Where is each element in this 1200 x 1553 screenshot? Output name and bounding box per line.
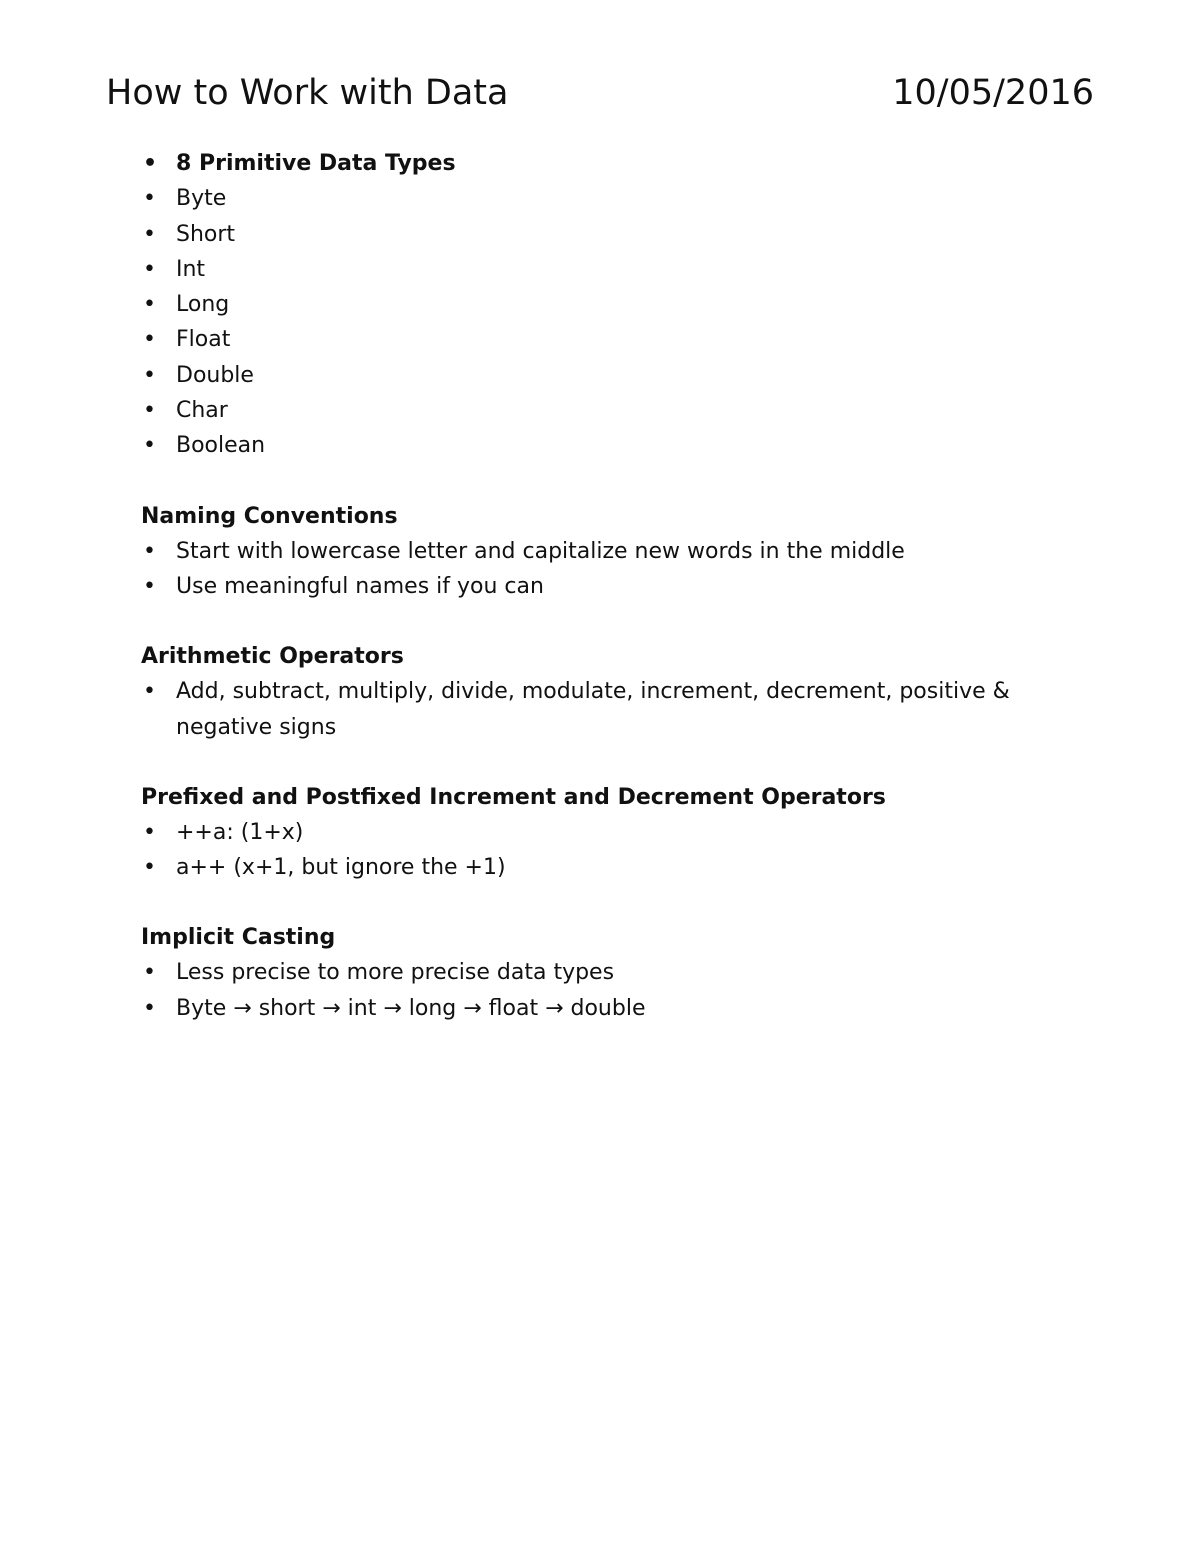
bullet-icon: • [143,538,156,564]
section-naming-conventions [141,499,1061,605]
primitive-types-heading: 8 Primitive Data Types [176,151,456,176]
list-item [141,181,1061,216]
bullet-icon: • [143,186,156,212]
list-item-text: a++ (x+1, but ignore the +1) [176,855,506,881]
list-item [141,815,1061,850]
list-item-text: Byte [176,186,227,212]
list-item [141,393,1061,428]
bullet-icon: • [143,819,156,845]
list-item-text: Less precise to more precise data types [176,960,615,986]
document-title: How to Work with Data [106,73,509,113]
list-item [141,674,1061,745]
document-date: 10/05/2016 [892,73,1094,113]
list-item [141,955,1061,990]
implicit-casting-heading: Implicit Casting [141,925,336,951]
list-item-text: ++a: (1+x) [176,819,304,845]
bullet-icon: • [143,573,156,599]
list-item [141,146,1061,181]
list-item-text: Short [176,221,236,247]
list-item-text: Add, subtract, multiply, divide, modulate, increment, decrement, positive & negative signs [176,679,1010,740]
list-item [141,287,1061,322]
list-item [141,569,1061,604]
arithmetic-operators-list [141,674,1061,745]
section-increment-operators [141,780,1061,886]
bullet-icon: • [143,327,156,353]
notes-content [141,146,1061,1026]
bullet-icon: • [143,151,158,176]
arithmetic-operators-heading: Arithmetic Operators [141,644,404,670]
list-item-text: Byte → short → int → long → float → double [176,995,646,1021]
list-item-text: Double [176,362,254,388]
list-item-text: Boolean [176,433,266,459]
list-item [141,991,1061,1026]
bullet-icon: • [143,433,156,459]
bullet-icon: • [143,855,156,881]
list-item-text: Int [176,256,206,282]
list-item [141,322,1061,357]
bullet-icon: • [143,995,156,1021]
bullet-icon: • [143,292,156,318]
increment-operators-list [141,815,1061,886]
bullet-icon: • [143,960,156,986]
bullet-icon: • [143,362,156,388]
bullet-icon: • [143,679,156,705]
list-item [141,217,1061,252]
list-item-text: Float [176,327,231,353]
list-item-text: Use meaningful names if you can [176,573,544,599]
list-item [141,358,1061,393]
section-arithmetic-operators [141,639,1061,745]
document-header [106,68,1094,120]
list-item [141,534,1061,569]
naming-conventions-heading: Naming Conventions [141,503,398,529]
section-primitive-types [141,146,1061,464]
bullet-icon: • [143,256,156,282]
list-item-text: Char [176,398,228,424]
section-implicit-casting [141,920,1061,1026]
list-item-text: Long [176,292,230,318]
list-item [141,428,1061,463]
list-item [141,850,1061,885]
list-item-text: Start with lowercase letter and capitalize new words in the middle [176,538,905,564]
naming-conventions-list [141,534,1061,605]
bullet-icon: • [143,221,156,247]
implicit-casting-list [141,955,1061,1026]
primitive-types-list [141,146,1061,464]
increment-operators-heading: Prefixed and Postfixed Increment and Decrement Operators [141,784,886,810]
list-item [141,252,1061,287]
bullet-icon: • [143,398,156,424]
